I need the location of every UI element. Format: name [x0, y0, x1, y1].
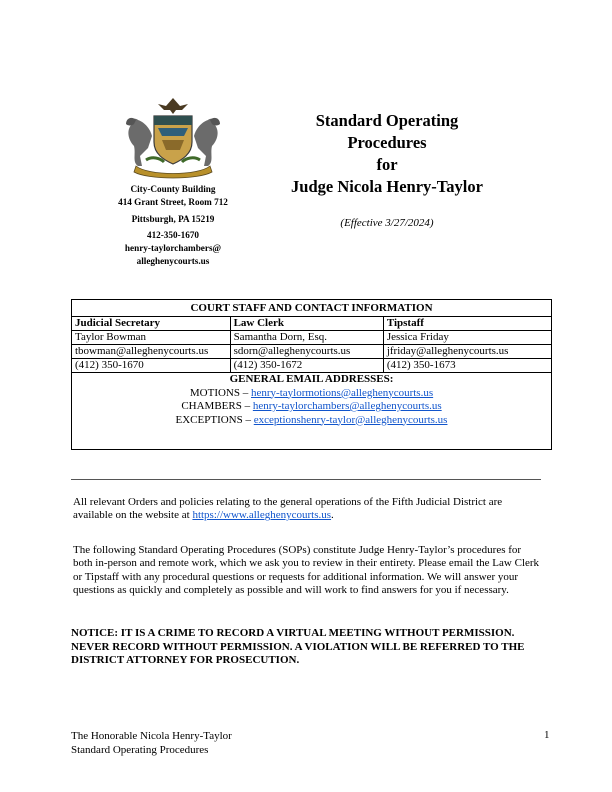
exceptions-email-link[interactable]: exceptionshenry-taylor@alleghenycourts.us [253, 413, 448, 426]
title-line-4: Judge Nicola Henry-Taylor [291, 177, 483, 196]
law-clerk-name: Samantha Dorn, Esq. [230, 331, 383, 345]
secretary-email: tbowman@alleghenycourts.us [72, 345, 230, 359]
general-email-chambers [72, 400, 551, 414]
document-title [262, 110, 512, 198]
column-header-tipstaff: Tipstaff [383, 317, 551, 331]
secretary-phone: (412) 350-1670 [72, 359, 230, 373]
law-clerk-phone: (412) 350-1672 [230, 359, 383, 373]
staff-contact-table [71, 299, 552, 450]
secretary-name: Taylor Bowman [72, 331, 230, 345]
table-row [72, 345, 551, 359]
footer-line-1: The Honorable Nicola Henry-Taylor [71, 730, 232, 742]
address-phone: 412-350-1670 [146, 230, 200, 241]
pennsylvania-coat-of-arms-icon [118, 96, 228, 180]
general-email-addresses [72, 373, 551, 427]
paragraph-website-text: All relevant Orders and policies relating to the general operations of the Fifth Judicial District are available on the website at [73, 496, 503, 522]
address-building: City-County Building [130, 184, 216, 194]
address-city: Pittsburgh, PA 15219 [131, 213, 215, 224]
motions-email-link[interactable]: henry-taylormotions@alleghenycourts.us [251, 386, 434, 399]
staff-table-caption: COURT STAFF AND CONTACT INFORMATION [72, 300, 551, 317]
section-divider [71, 479, 541, 480]
title-line-3: for [376, 155, 398, 174]
address-street: 414 Grant Street, Room 712 [118, 196, 228, 207]
general-email-title: GENERAL EMAIL ADDRESSES: [229, 373, 394, 385]
title-line-1: Standard Operating [315, 111, 459, 130]
general-email-exceptions [72, 414, 551, 428]
tipstaff-email: jfriday@alleghenycourts.us [383, 345, 551, 359]
footer-line-2: Standard Operating Procedures [71, 744, 209, 757]
paragraph-website-end: . [331, 509, 334, 522]
page-number: 1 [544, 729, 550, 741]
effective-date: (Effective 3/27/2024) [340, 217, 434, 229]
chambers-email-link[interactable]: henry-taylorchambers@alleghenycourts.us [252, 400, 442, 412]
table-row [72, 359, 551, 373]
motions-label: MOTIONS – [189, 386, 251, 399]
paragraph-sop-intro: The following Standard Operating Procedures (SOPs) constitute Judge Henry-Taylor’s procedures for both in-person and remote work, which we ask you to review in their entirety. Please email the Law Clerk or Tipstaff with any procedural questions or requests for additional information. We will answer your questions as quickly and completely as possible and will work to find answers for you if necessary. [73, 544, 540, 597]
column-header-law-clerk: Law Clerk [230, 317, 383, 331]
title-line-2: Procedures [347, 133, 427, 152]
tipstaff-phone: (412) 350-1673 [383, 359, 551, 373]
table-row [72, 331, 551, 345]
exceptions-label: EXCEPTIONS – [175, 413, 254, 426]
chambers-address [100, 183, 246, 268]
law-clerk-email: sdorn@alleghenycourts.us [230, 345, 383, 359]
page-footer [71, 729, 232, 758]
column-header-secretary: Judicial Secretary [72, 317, 230, 331]
website-link[interactable]: https://www.alleghenycourts.us [192, 509, 332, 522]
paragraph-website [73, 496, 543, 523]
address-email-line1: henry-taylorchambers@ [124, 243, 222, 254]
address-email-line2: alleghenycourts.us [136, 255, 210, 266]
recording-notice: NOTICE: IT IS A CRIME TO RECORD A VIRTUAL MEETING WITHOUT PERMISSION. NEVER RECORD WITHOUT PERMISSION. A VIOLATION WILL BE REFERRED TO THE DISTRICT ATTORNEY FOR PROSECUTION. [71, 627, 525, 667]
general-email-motions [72, 387, 551, 401]
tipstaff-name: Jessica Friday [383, 331, 551, 345]
chambers-label: CHAMBERS – [181, 400, 253, 412]
